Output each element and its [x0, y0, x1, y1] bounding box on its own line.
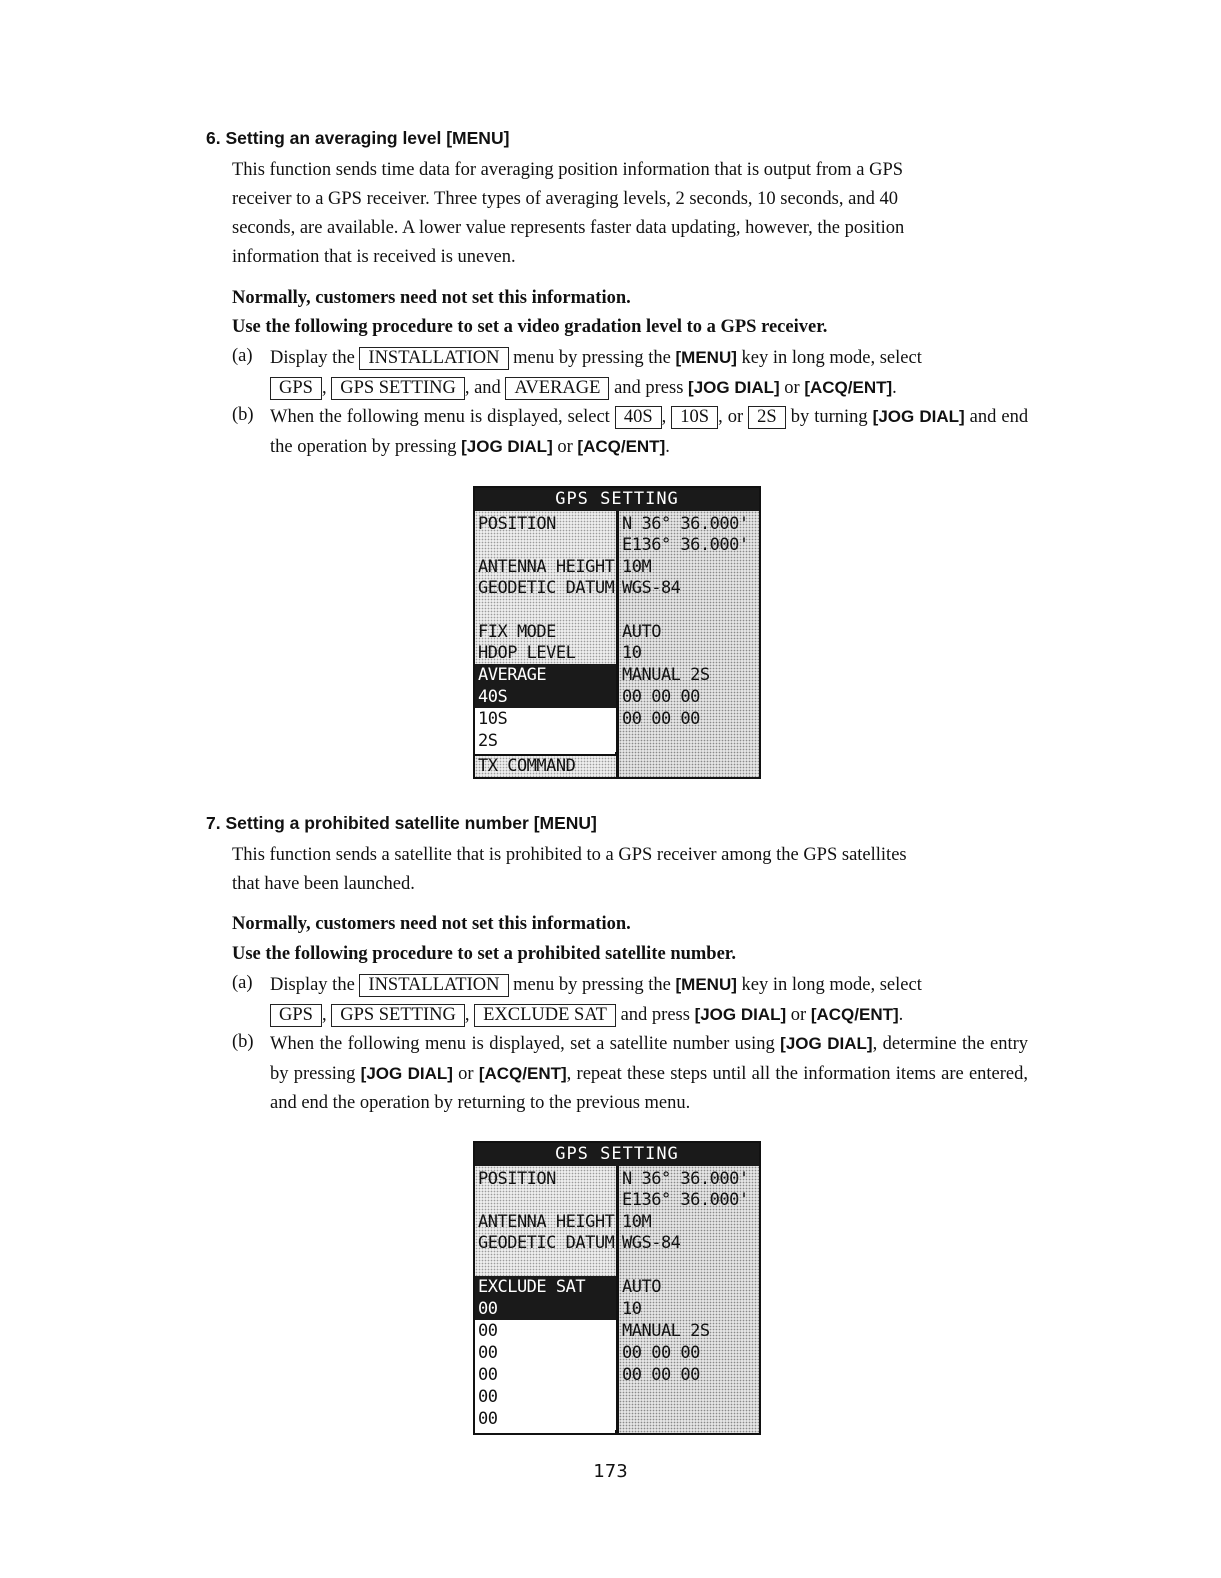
note-procedure: Use the following procedure to set a prohibited satellite number.: [232, 944, 736, 964]
jog-dial-key: [JOG DIAL]: [694, 1005, 787, 1024]
page-number: 173: [593, 1461, 628, 1482]
sat-entry[interactable]: 00: [475, 1342, 616, 1364]
antenna-height-value: 10M: [622, 1212, 652, 1232]
longitude-value: E136° 36.000': [622, 1190, 749, 1210]
sat-entry[interactable]: 00: [475, 1386, 616, 1408]
position-label: POSITION: [478, 514, 556, 534]
fix-mode-label: FIX MODE: [478, 622, 556, 642]
acq-ent-key: [ACQ/ENT]: [577, 437, 666, 456]
exclude-sat-menu-box: EXCLUDE SAT: [474, 1004, 616, 1027]
menu-key: [MENU]: [675, 348, 737, 367]
time-value-1: 00 00 00: [622, 1343, 700, 1363]
hdop-level-value: 10: [622, 643, 642, 663]
gps-menu-box: GPS: [270, 1004, 322, 1027]
step-a-text: Display the INSTALLATION menu by pressing the [MENU] key in long mode, select GPS , GPS SETTING , and AVERAGE and press [JOG DIAL] or [ACQ/ENT].: [270, 348, 922, 398]
option-10s[interactable]: 10S: [475, 708, 616, 730]
note-normally: Normally, customers need not set this information.: [232, 914, 631, 934]
time-value-2: 00 00 00: [622, 1365, 700, 1385]
installation-menu-box: INSTALLATION: [359, 974, 508, 997]
average-menu-box: AVERAGE: [505, 377, 609, 400]
average-dropdown-title: AVERAGE: [475, 664, 616, 686]
average-dropdown[interactable]: [475, 664, 617, 756]
geodetic-datum-label: GEODETIC DATUM: [478, 578, 615, 598]
jog-dial-key: [JOG DIAL]: [780, 1034, 873, 1053]
section-title: 6. Setting an averaging level [MENU]: [206, 128, 510, 148]
gps-setting-menu-box: GPS SETTING: [331, 377, 465, 400]
latitude-value: N 36° 36.000': [622, 1169, 749, 1189]
step-label: (a): [232, 973, 253, 993]
section-averaging-level: [206, 126, 1036, 456]
step-b-text: When the following menu is displayed, select 40S , 10S , or 2S by turning [JOG DIAL] and end the operation by pressing [JOG DIAL] or [ACQ/ENT].: [270, 407, 1029, 457]
position-label: POSITION: [478, 1169, 556, 1189]
acq-ent-key: [ACQ/ENT]: [810, 1005, 899, 1024]
jog-dial-key: [JOG DIAL]: [688, 378, 780, 397]
acq-ent-key: [ACQ/ENT]: [478, 1064, 567, 1083]
gps-setting-screen-average: [473, 486, 761, 779]
geodetic-datum-value: WGS-84: [622, 1233, 681, 1253]
hdop-level-label: HDOP LEVEL: [478, 643, 576, 663]
sat-entry[interactable]: 00: [475, 1364, 616, 1386]
option-40s-box: 40S: [615, 406, 662, 429]
step-label: (a): [232, 346, 253, 366]
screen-title: GPS SETTING: [475, 488, 759, 511]
exclude-sat-title: EXCLUDE SAT: [475, 1276, 616, 1298]
antenna-height-label: ANTENNA HEIGHT: [478, 557, 615, 577]
section-prohibited-satellite: [206, 811, 1036, 1121]
gps-menu-box: GPS: [270, 377, 322, 400]
hdop-level-value: 10: [622, 1299, 642, 1319]
time-value-1: 00 00 00: [622, 687, 700, 707]
step-label: (b): [232, 1032, 254, 1052]
section-title: 7. Setting a prohibited satellite number [MENU]: [206, 813, 597, 833]
note-normally: Normally, customers need not set this information.: [232, 288, 631, 308]
tx-command-label: TX COMMAND: [478, 756, 576, 776]
latitude-value: N 36° 36.000': [622, 514, 749, 534]
antenna-height-label: ANTENNA HEIGHT: [478, 1212, 615, 1232]
option-2s[interactable]: 2S: [475, 730, 616, 752]
fix-mode-value: AUTO: [622, 622, 661, 642]
screen-title: GPS SETTING: [475, 1143, 759, 1166]
geodetic-datum-label: GEODETIC DATUM: [478, 1233, 615, 1253]
option-2s-box: 2S: [748, 406, 786, 429]
exclude-sat-list[interactable]: [475, 1276, 617, 1433]
sat-entry[interactable]: 00: [475, 1408, 616, 1430]
average-value: MANUAL 2S: [622, 665, 710, 685]
sat-entry[interactable]: 00: [475, 1320, 616, 1342]
section-description: This function sends a satellite that is prohibited to a GPS receiver among the GPS satellites that have been launched.: [232, 845, 907, 894]
antenna-height-value: 10M: [622, 557, 652, 577]
sat-entry[interactable]: 00: [475, 1298, 616, 1320]
menu-key: [MENU]: [675, 975, 737, 994]
jog-dial-key: [JOG DIAL]: [461, 437, 553, 456]
note-procedure: Use the following procedure to set a video gradation level to a GPS receiver.: [232, 317, 828, 337]
longitude-value: E136° 36.000': [622, 535, 749, 555]
gps-setting-screen-exclude-sat: [473, 1141, 761, 1435]
option-40s[interactable]: 40S: [475, 686, 616, 708]
jog-dial-key: [JOG DIAL]: [360, 1064, 453, 1083]
step-label: (b): [232, 405, 254, 425]
section-description: This function sends time data for averaging position information that is output from a GPS receiver to a GPS receiver. Three types of averaging levels, 2 seconds, 10 seconds, and 40 seconds, are available. A lower value represents faster data updating, however, the position information that is received is uneven.: [232, 160, 905, 267]
gps-setting-menu-box: GPS SETTING: [331, 1004, 465, 1027]
average-value: MANUAL 2S: [622, 1321, 710, 1341]
step-b-text: When the following menu is displayed, set a satellite number using [JOG DIAL], determine the entry by pressing [JOG DIAL] or [ACQ/ENT], repeat these steps until all the information items are entered, and end the operation by returning to the previous menu.: [270, 1034, 1029, 1113]
jog-dial-key: [JOG DIAL]: [872, 407, 965, 426]
step-a-text: Display the INSTALLATION menu by pressing the [MENU] key in long mode, select GPS , GPS SETTING , EXCLUDE SAT and press [JOG DIAL] or [ACQ/ENT].: [270, 975, 922, 1025]
geodetic-datum-value: WGS-84: [622, 578, 681, 598]
fix-mode-value: AUTO: [622, 1277, 661, 1297]
time-value-2: 00 00 00: [622, 709, 700, 729]
acq-ent-key: [ACQ/ENT]: [804, 378, 893, 397]
option-10s-box: 10S: [671, 406, 718, 429]
installation-menu-box: INSTALLATION: [359, 347, 508, 370]
